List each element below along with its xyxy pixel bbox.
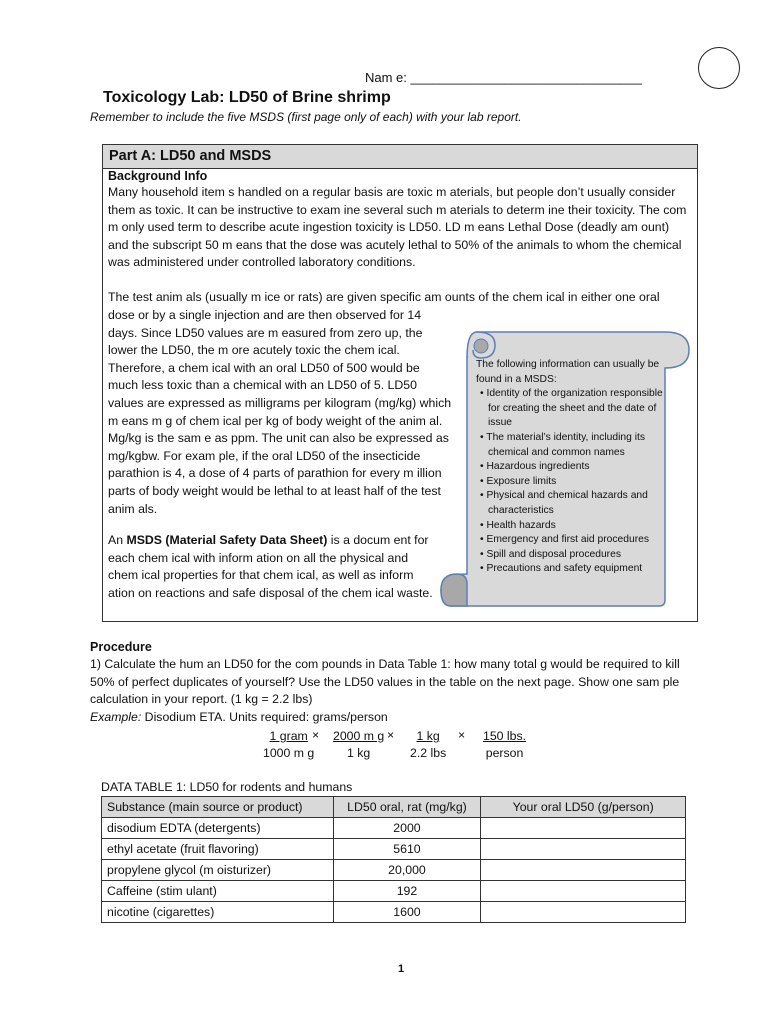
fraction-numerator: 1 kg <box>416 729 440 743</box>
procedure-title: Procedure <box>90 640 152 654</box>
msds-description: is a docum ent for each chem ical with inform ation on all the physical and chem ical properties for that chem ical, as well as inform ation on reactions and safe disposal of the chem ical waste. <box>108 533 433 600</box>
substance-cell: ethyl acetate (fruit flavoring) <box>102 839 334 860</box>
scroll-intro: The following information can usually be found in a MSDS: <box>476 359 660 385</box>
fraction-numerator: 150 lbs. <box>483 729 527 743</box>
page-title: Toxicology Lab: LD50 of Brine shrimp <box>103 89 391 106</box>
example-label: Example: <box>90 710 142 724</box>
table-row <box>102 902 686 923</box>
background-info-title: Background Info <box>108 169 208 183</box>
msds-paragraph <box>108 532 438 602</box>
msds-term: MSDS (Material Safety Data Sheet) <box>126 533 328 547</box>
calc-fraction-4 <box>483 728 526 762</box>
fraction-denominator: person <box>485 746 524 760</box>
table-row <box>102 881 686 902</box>
column-header-ld50-rat: LD50 oral, rat (mg/kg) <box>333 797 481 818</box>
substance-cell: propylene glycol (m oisturizer) <box>102 860 334 881</box>
list-item: • Spill and disposal procedures <box>480 548 621 560</box>
fraction-denominator: 2.2 lbs <box>410 746 447 760</box>
substance-cell: disodium EDTA (detergents) <box>102 818 334 839</box>
ld50-cell: 192 <box>333 881 481 902</box>
data-table-1 <box>101 796 686 923</box>
ld50-cell: 20,000 <box>333 860 481 881</box>
ld50-cell: 5610 <box>333 839 481 860</box>
list-item: • Emergency and first aid procedures <box>480 534 650 546</box>
page-number: 1 <box>398 963 405 975</box>
times-sign: × <box>458 728 466 742</box>
list-item: • Exposure limits <box>480 475 557 487</box>
background-paragraph-2-line1: The test anim als (usually m ice or rats) are given specific am ounts of the chem ical in either one oral <box>108 290 660 304</box>
corner-circle <box>698 47 740 89</box>
times-sign: × <box>312 728 320 742</box>
your-ld50-cell[interactable] <box>481 839 686 860</box>
calc-fraction-3 <box>410 728 446 762</box>
your-ld50-cell[interactable] <box>481 818 686 839</box>
table-row <box>102 839 686 860</box>
list-item: • Identity of the organization responsible for creating the sheet and the date of issue <box>480 388 663 429</box>
part-a-heading: Part A: LD50 and MSDS <box>103 145 697 169</box>
column-header-your-ld50: Your oral LD50 (g/person) <box>481 797 686 818</box>
fraction-numerator: 2000 m g <box>333 729 385 743</box>
procedure-step-1: 1) Calculate the hum an LD50 for the com pounds in Data Table 1: how many total g would be required to kill 50% of perfect duplicates of yourself? Use the LD50 values in the table on the next page. Show one sam ple calculation in your report. (1 kg = 2.2 lbs) <box>90 657 680 707</box>
example-line <box>90 710 388 724</box>
substance-cell: Caffeine (stim ulant) <box>102 881 334 902</box>
list-item: • Precautions and safety equipment <box>480 563 643 575</box>
msds-prefix: An <box>108 533 127 547</box>
table-row <box>102 818 686 839</box>
calc-fraction-2 <box>333 728 384 762</box>
table-header-row <box>102 797 686 818</box>
msds-info-scroll <box>476 358 666 577</box>
column-header-substance: Substance (main source or product) <box>102 797 334 818</box>
background-paragraph-2: dose or by a single injection and are then observed for 14 days. Since LD50 values are m easured from zero up, the lower the LD50, the m ore acutely toxic the chem ical. Therefore, a chem ical with an oral LD50 of 500 would be much less toxic than a chemical with an LD50 of 5. LD50 values are expressed as milligrams per kilogram (mg/kg) which m eans m g of chem ical per kg of body weight of the anim al. Mg/kg is the sam e as ppm. The unit can also be expressed as mg/kgbw. For exam ple, if the oral LD50 of the insecticide parathion is 4, a dose of 4 parts of parathion for every m illion parts of body weight would be lethal to at least half of the test anim als. <box>108 308 452 516</box>
ld50-cell: 2000 <box>333 818 481 839</box>
fraction-denominator: 1000 m g <box>263 746 315 760</box>
table-row <box>102 860 686 881</box>
name-field-line[interactable]: Nam e: ________________________________ <box>365 70 642 85</box>
page-subtitle: Remember to include the five MSDS (first page only of each) with your lab report. <box>90 110 522 124</box>
your-ld50-cell[interactable] <box>481 881 686 902</box>
calc-fraction-1 <box>263 728 314 762</box>
fraction-numerator: 1 gram <box>269 729 308 743</box>
list-item: • Health hazards <box>480 519 556 531</box>
background-paragraph-1: Many household item s handled on a regular basis are toxic m aterials, but people don’t usually consider them as toxic. It can be instructive to exam ine several such m aterials to determ ine their toxicity. The com m only used term to describe acute ingestion toxicity is LD50. LD m eans Lethal Dose (deadly am ount) and the subscript 50 m eans that the dose was acutely lethal to 50% of the animals to whom the chemical was administered under controlled laboratory conditions. <box>108 185 687 270</box>
list-item: • The material’s identity, including its chemical and common names <box>480 431 646 458</box>
fraction-denominator: 1 kg <box>347 746 371 760</box>
your-ld50-cell[interactable] <box>481 902 686 923</box>
list-item: • Hazardous ingredients <box>480 461 590 473</box>
your-ld50-cell[interactable] <box>481 860 686 881</box>
data-table-title: DATA TABLE 1: LD50 for rodents and humans <box>101 780 353 794</box>
example-text: Disodium ETA. Units required: grams/person <box>141 710 388 724</box>
msds-info-list <box>476 387 666 577</box>
list-item: • Physical and chemical hazards and characteristics <box>480 490 648 516</box>
times-sign: × <box>387 728 395 742</box>
substance-cell: nicotine (cigarettes) <box>102 902 334 923</box>
ld50-cell: 1600 <box>333 902 481 923</box>
